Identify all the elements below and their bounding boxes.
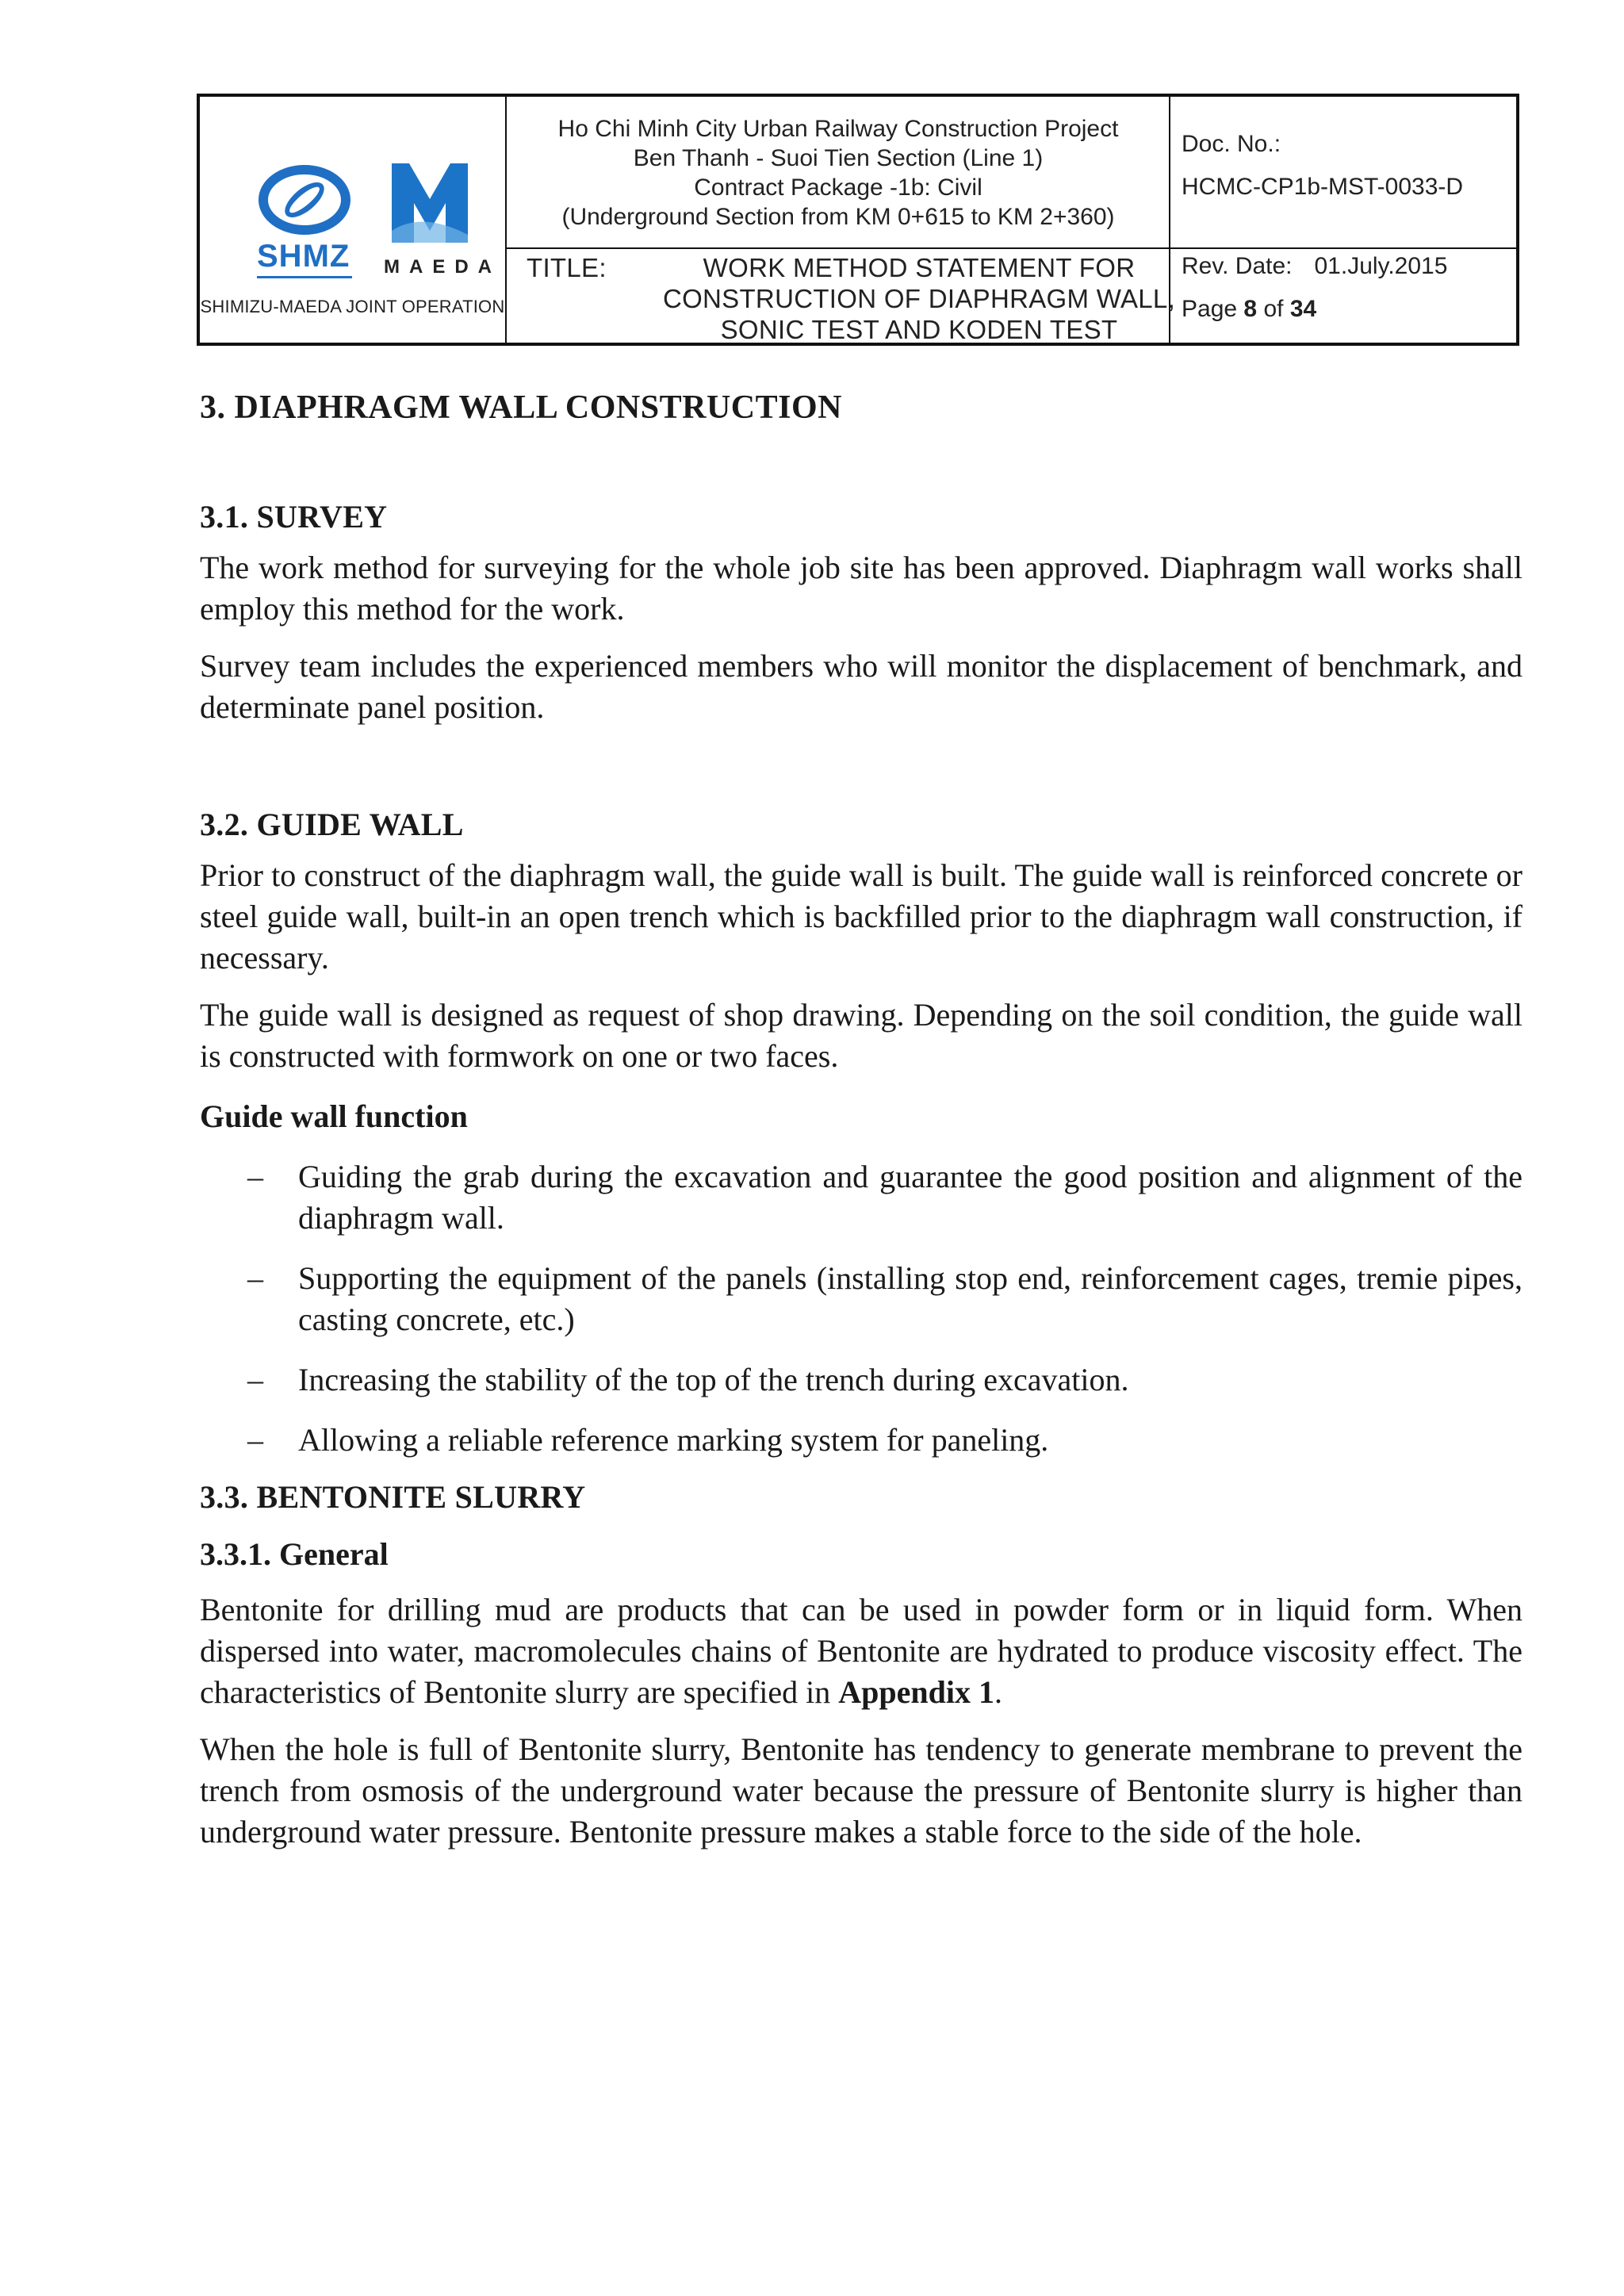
page-number <box>1182 295 1316 324</box>
list-item-text: Increasing the stability of the top of the trench during excavation. <box>298 1362 1129 1397</box>
page-prefix: Page <box>1182 296 1238 322</box>
header-row-divider <box>505 247 1516 249</box>
bullet-marker: – <box>247 1362 263 1397</box>
document-title <box>645 252 1193 345</box>
bentonite-general-heading: 3.3.1. General <box>200 1536 389 1572</box>
survey-paragraph-2: Survey team includes the experienced members who will monitor the displacement of benchmark, and determinate panel position. <box>200 648 1522 725</box>
shimizu-logo <box>249 155 360 298</box>
logo-cell <box>200 97 505 343</box>
maeda-logo <box>374 155 501 298</box>
title-line: SONIC TEST AND KODEN TEST <box>720 315 1118 344</box>
project-info <box>509 114 1167 232</box>
appendix-reference: Appendix 1 <box>838 1674 994 1710</box>
list-item-text: Guiding the grab during the excavation and guarantee the good position and alignment of the diaphragm wall. <box>298 1159 1522 1236</box>
project-line: Contract Package -1b: Civil <box>694 174 982 201</box>
page-total: 34 <box>1289 296 1317 322</box>
title-label: TITLE: <box>527 253 607 282</box>
project-line: Ben Thanh - Suoi Tien Section (Line 1) <box>633 145 1044 171</box>
revision-date <box>1182 252 1447 281</box>
bentonite-paragraph-1 <box>200 1589 1522 1713</box>
title-line: WORK METHOD STATEMENT FOR <box>703 253 1136 282</box>
bentonite-paragraph-1-text: Bentonite for drilling mud are products that can be used in powder form or in liquid form. When dispersed into water, macromolecules chains of Bentonite are hydrated to produce viscosity effect. The characteristics of Bentonite slurry are specified in <box>200 1592 1522 1710</box>
bullet-marker: – <box>247 1422 263 1458</box>
page-of: of <box>1263 296 1284 322</box>
guide-wall-function-heading: Guide wall function <box>200 1098 468 1134</box>
survey-paragraph-1: The work method for surveying for the whole job site has been approved. Diaphragm wall works shall employ this method for the work. <box>200 550 1522 627</box>
list-item-text: Allowing a reliable reference marking system for paneling. <box>298 1422 1049 1458</box>
bentonite-paragraph-2: When the hole is full of Bentonite slurry, Bentonite has tendency to generate membrane to prevent the trench from osmosis of the underground water because the pressure of Bentonite slurry is higher than underground water pressure. Bentonite pressure makes a stable force to the side of the hole. <box>200 1731 1522 1849</box>
guide-wall-paragraph-1: Prior to construct of the diaphragm wall, the guide wall is built. The guide wall is reinforced concrete or steel guide wall, built-in an open trench which is backfilled prior to the diaphragm wall construction, if necessary. <box>200 857 1522 976</box>
title-line: CONSTRUCTION OF DIAPHRAGM WALL, <box>662 284 1176 313</box>
logo-caption: SHIMIZU-MAEDA JOINT OPERATION <box>200 297 505 316</box>
doc-number-value: HCMC-CP1b-MST-0033-D <box>1182 174 1464 200</box>
section-title: 3. DIAPHRAGM WALL CONSTRUCTION <box>200 389 842 426</box>
page-current: 8 <box>1243 296 1258 322</box>
bentonite-heading: 3.3. BENTONITE SLURRY <box>200 1479 586 1515</box>
project-line: (Underground Section from KM 0+615 to KM 2+360) <box>561 204 1115 230</box>
project-line: Ho Chi Minh City Urban Railway Construction Project <box>557 116 1119 142</box>
bullet-marker: – <box>247 1159 263 1194</box>
bullet-marker: – <box>247 1260 263 1296</box>
guide-wall-paragraph-2: The guide wall is designed as request of shop drawing. Depending on the soil condition, the guide wall is constructed with formwork on one or two faces. <box>200 997 1522 1074</box>
survey-heading: 3.1. SURVEY <box>200 499 388 535</box>
doc-number-label: Doc. No.: <box>1182 131 1281 157</box>
svg-text:SHMZ: SHMZ <box>257 239 350 274</box>
rev-date-value: 01.July.2015 <box>1314 253 1448 279</box>
list-item-text: Supporting the equipment of the panels (installing stop end, reinforcement cages, tremie pipes, casting concrete, etc.) <box>298 1260 1522 1337</box>
sentence-end: . <box>994 1674 1002 1710</box>
header-divider-1 <box>505 97 507 343</box>
rev-date-label: Rev. Date: <box>1182 253 1293 279</box>
document-header <box>197 94 1519 346</box>
svg-text:MAEDA: MAEDA <box>384 256 501 278</box>
guide-wall-heading: 3.2. GUIDE WALL <box>200 807 464 842</box>
